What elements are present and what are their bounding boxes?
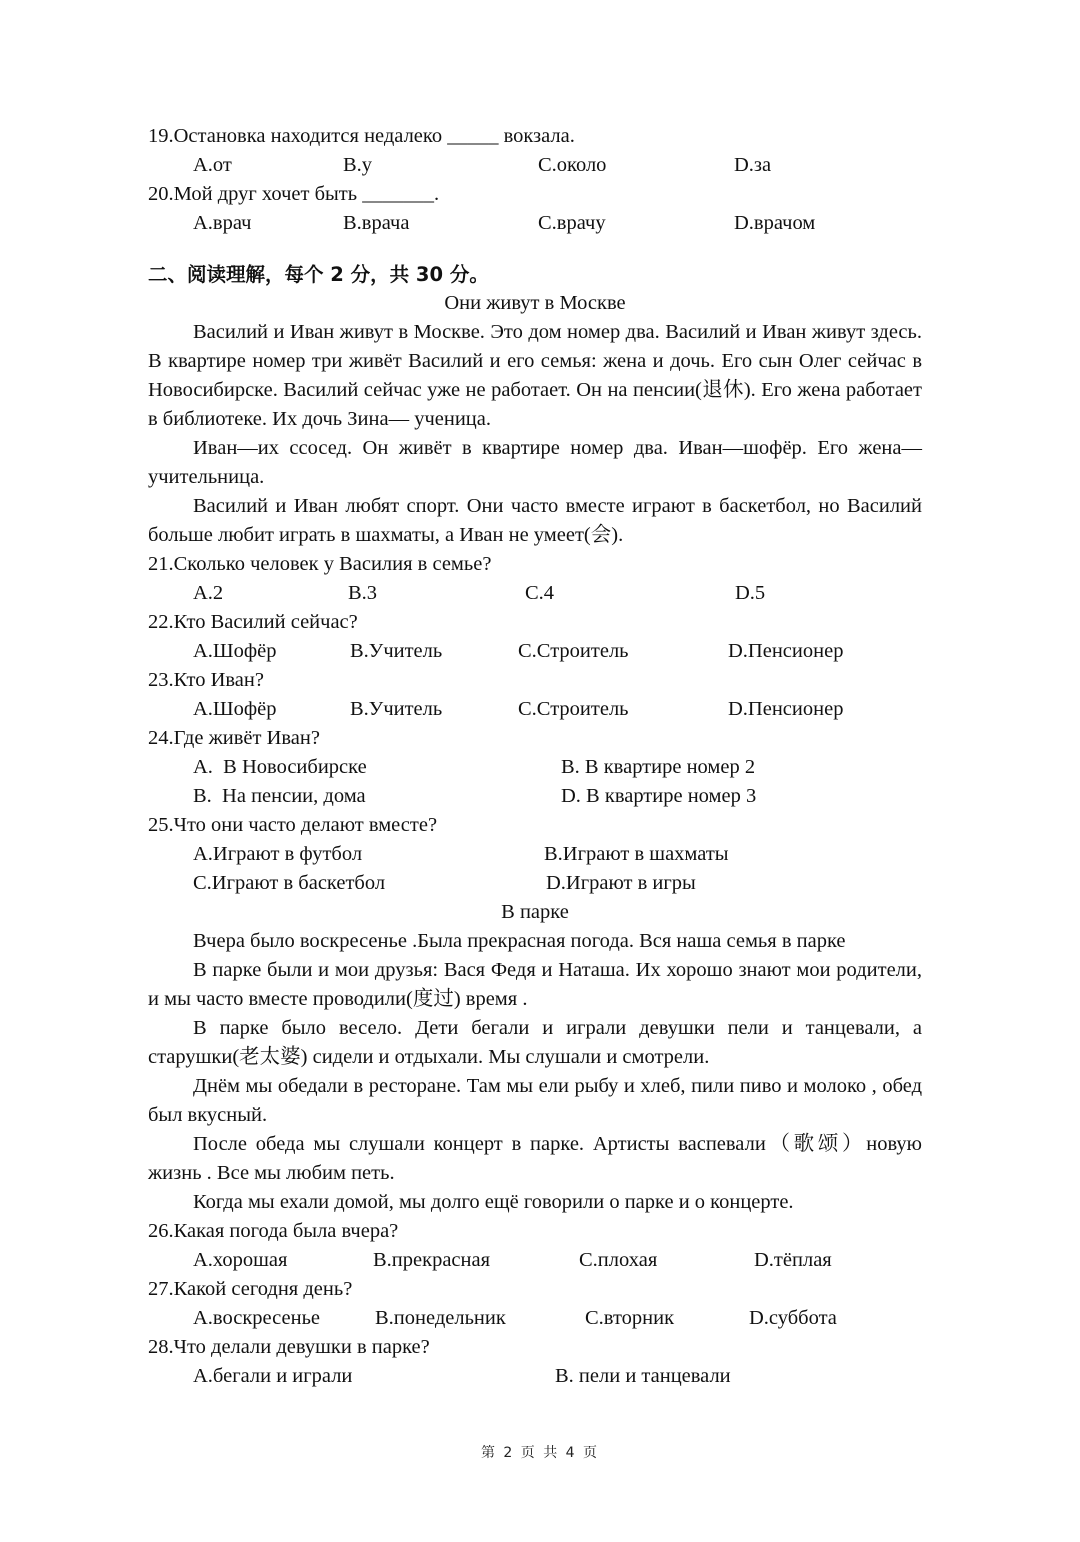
question-28: 28.Что делали девушки в парке? <box>148 1336 430 1358</box>
option-c: C.вторник <box>585 1307 675 1329</box>
question-26: 26.Какая погода была вчера? <box>148 1220 399 1242</box>
option-c: C.Строитель <box>518 698 629 720</box>
option-c: C.Играют в баскетбол <box>193 872 386 894</box>
option-a: A.Шофёр <box>193 698 277 720</box>
question-27-options <box>148 1304 922 1333</box>
paragraph: Когда мы ехали домой, мы долго ещё говорили о парке и о концерте. <box>193 1191 794 1213</box>
paragraph: Василий и Иван любят спорт. Они часто вместе играют в баскетбол, но Василий больше любит играть в шахматы, а Иван не умеет(会). <box>148 495 922 546</box>
option-b: B.Играют в шахматы <box>544 843 729 865</box>
option-c: B. На пенсии, дома <box>193 785 366 807</box>
option-a: A.бегали и играли <box>193 1365 353 1387</box>
section-heading: 二、阅读理解，每个 2 分，共 30 分。 <box>148 263 489 286</box>
paragraph: После обеда мы слушали концерт в парке. Артисты васпевали（歌颂）новую жизнь . Все мы любим петь. <box>148 1133 922 1184</box>
question-28-options <box>148 1362 922 1391</box>
option-a: A.хорошая <box>193 1249 288 1271</box>
option-c: C.около <box>538 154 607 176</box>
option-d: D.за <box>734 154 772 176</box>
option-b: B.Учитель <box>350 640 443 662</box>
question-22-options <box>148 637 922 666</box>
text-title: В парке <box>501 901 569 923</box>
option-a: A.воскресенье <box>193 1307 321 1329</box>
option-d: D.5 <box>735 582 766 604</box>
option-d: D.врачом <box>734 212 816 234</box>
option-a: A.Шофёр <box>193 640 277 662</box>
question-24-options-row2 <box>148 782 922 811</box>
paragraph: В парке было весело. Дети бегали и играли девушки пели и танцевали, а старушки(老太婆) сидели и отдыхали. Мы слушали и смотрели. <box>148 1017 922 1068</box>
option-b: B.понедельник <box>375 1307 506 1329</box>
question-25-options-row1 <box>148 840 922 869</box>
question-21-options <box>148 579 922 608</box>
question-21: 21.Сколько человек у Василия в семье? <box>148 553 492 575</box>
question-24: 24.Где живёт Иван? <box>148 727 320 749</box>
page-footer: 第 2 页 共 4 页 <box>480 1445 600 1461</box>
question-27: 27.Какой сегодня день? <box>148 1278 353 1300</box>
option-b: B.Учитель <box>350 698 443 720</box>
option-d: D.Пенсионер <box>728 640 844 662</box>
option-a: A. В Новосибирске <box>193 756 367 778</box>
question-25-options-row2 <box>148 869 922 898</box>
question-25: 25.Что они часто делают вместе? <box>148 814 438 836</box>
question-24-options-row1 <box>148 753 922 782</box>
option-c: C.плохая <box>579 1249 658 1271</box>
option-c: C.Строитель <box>518 640 629 662</box>
option-b: B. В квартире номер 2 <box>561 756 756 778</box>
paragraph: В парке были и мои друзья: Вася Федя и Наташа. Их хорошо знают мои родители, и мы часто вместе проводили(度过) время . <box>148 959 922 1010</box>
question-19: 19.Остановка находится недалеко _____ вокзала. <box>148 125 575 147</box>
question-23: 23.Кто Иван? <box>148 669 264 691</box>
paragraph: Иван—их ссосед. Он живёт в квартире номер два. Иван—шофёр. Его жена— учительница. <box>148 437 922 488</box>
question-19-options <box>148 151 922 180</box>
paragraph: Василий и Иван живут в Москве. Это дом номер два. Василий и Иван живут здесь. В квартире номер три живёт Василий и его семья: жена и дочь. Его сын Олег сейчас в Новосибирске. Василий сейчас уже не работает. Он на пенсии(退休). Его жена работает в библиотеке. Их дочь Зина— ученица. <box>148 321 922 430</box>
option-d: D. В квартире номер 3 <box>561 785 757 807</box>
option-c: C.4 <box>525 582 555 604</box>
question-20: 20.Мой друг хочет быть _______. <box>148 183 440 205</box>
question-22: 22.Кто Василий сейчас? <box>148 611 358 633</box>
text-title: Они живут в Москве <box>444 292 626 314</box>
question-23-options <box>148 695 922 724</box>
option-b: B.прекрасная <box>373 1249 491 1271</box>
paragraph: Днём мы обедали в ресторане. Там мы ели рыбу и хлеб, пили пиво и молоко , обед был вкусный. <box>148 1075 922 1126</box>
option-b: B. пели и танцевали <box>555 1365 731 1387</box>
question-20-options <box>148 209 922 238</box>
option-a: A.Играют в футбол <box>193 843 363 865</box>
option-a: A.2 <box>193 582 224 604</box>
option-d: D.Пенсионер <box>728 698 844 720</box>
paragraph: Вчера было воскресенье .Была прекрасная погода. Вся наша семья в парке <box>193 930 846 952</box>
option-d: D.тёплая <box>754 1249 832 1271</box>
option-d: D.суббота <box>749 1307 837 1329</box>
option-b: B.врача <box>343 212 410 234</box>
option-b: B.3 <box>348 582 378 604</box>
option-d: D.Играют в игры <box>546 872 696 894</box>
option-b: B.у <box>343 154 373 176</box>
option-a: A.врач <box>193 212 252 234</box>
option-c: C.врачу <box>538 212 606 234</box>
exam-page <box>148 122 922 1391</box>
option-a: A.от <box>193 154 232 176</box>
question-26-options <box>148 1246 922 1275</box>
